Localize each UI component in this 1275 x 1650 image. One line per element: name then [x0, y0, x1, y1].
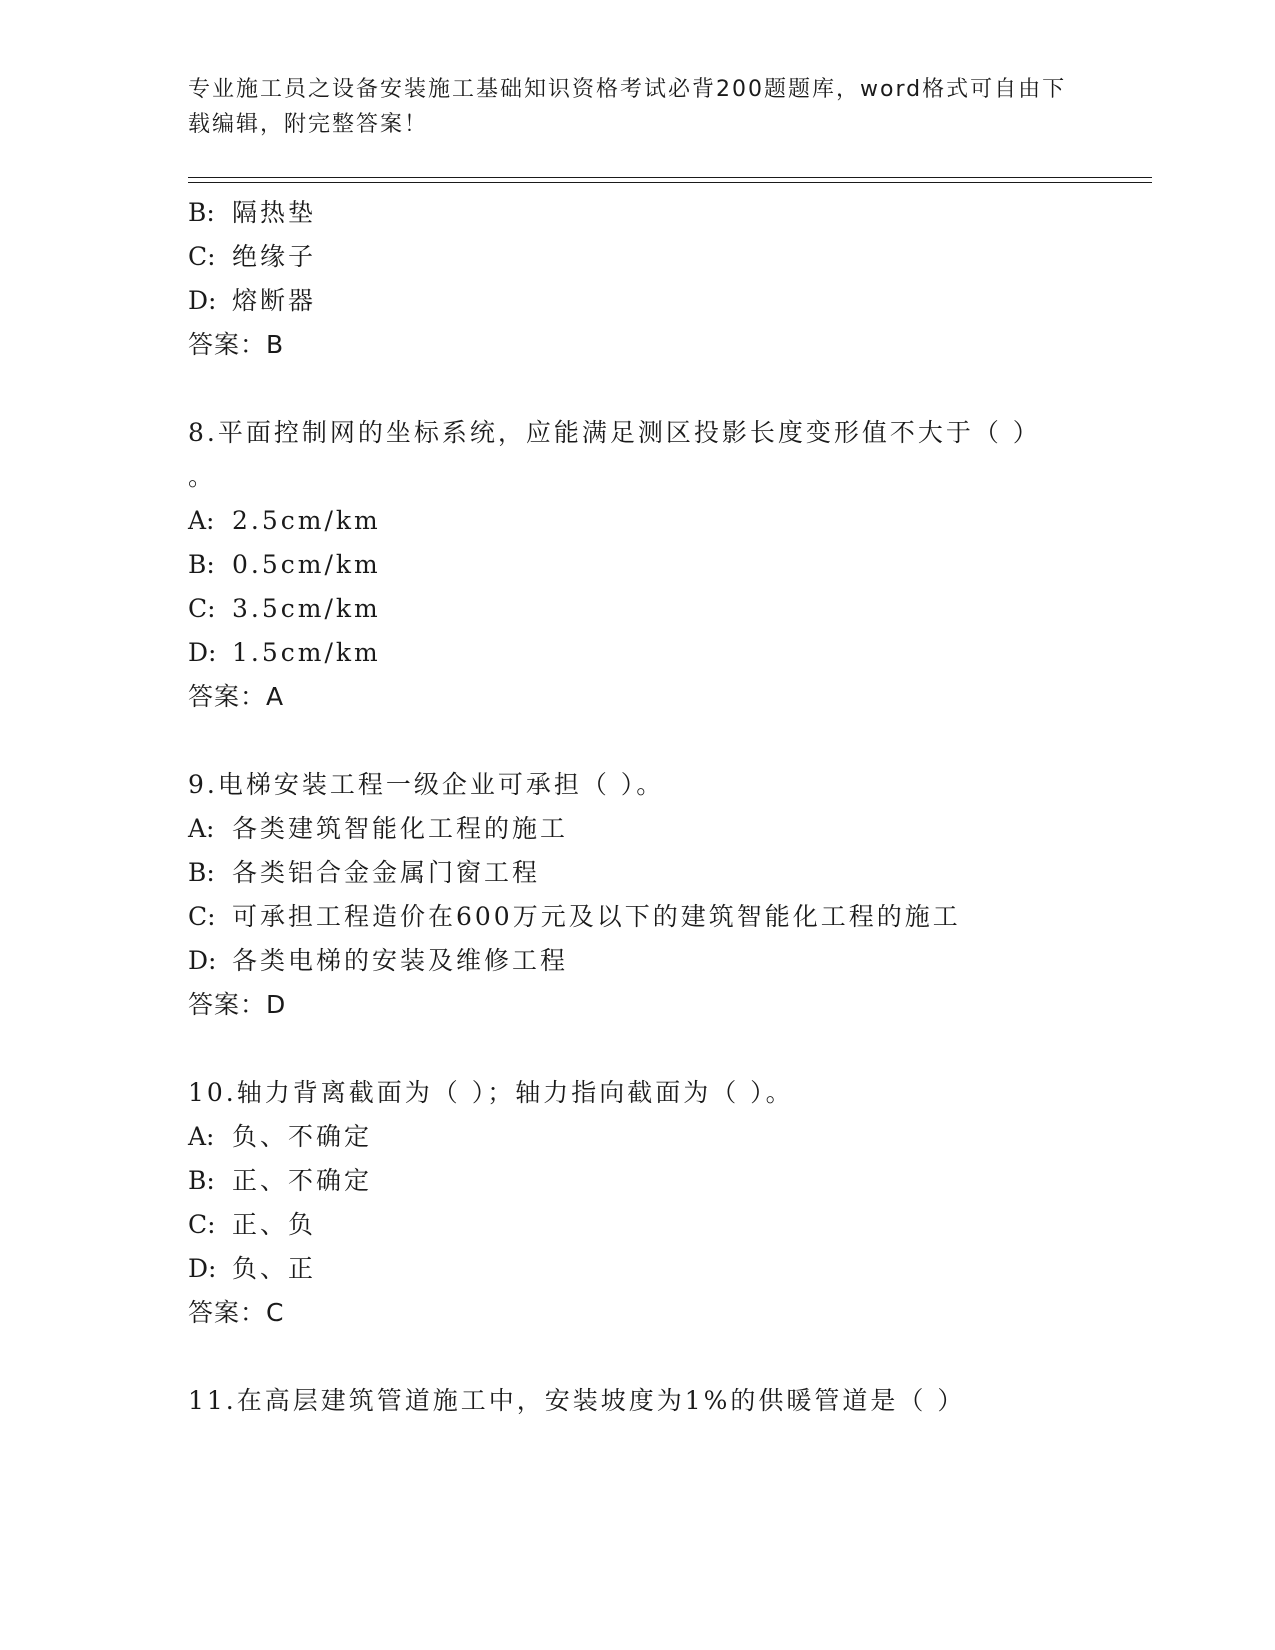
option-letter: B:: [188, 198, 215, 227]
question-stem: 8.平面控制网的坐标系统，应能满足测区投影长度变形值不大于（ ）: [188, 418, 1041, 447]
option-c: [188, 242, 316, 272]
option-a: [188, 814, 568, 844]
option-text: 负、正: [232, 1254, 317, 1283]
answer-line: 答案：C: [188, 1298, 285, 1327]
option-letter: B:: [188, 858, 215, 887]
option-letter: C:: [188, 594, 216, 623]
option-letter: B:: [188, 1166, 215, 1195]
answer-line: 答案：D: [188, 990, 287, 1019]
option-b: [188, 550, 381, 580]
option-text: 2.5cm/km: [232, 506, 381, 535]
option-letter: C:: [188, 1210, 216, 1239]
option-text: 各类铝合金金属门窗工程: [232, 858, 541, 887]
option-letter: D:: [188, 286, 217, 315]
option-c: [188, 1210, 316, 1240]
document-header: 专业施工员之设备安装施工基础知识资格考试必背200题题库，word格式可自由下载编辑，附完整答案！: [188, 77, 1067, 137]
question-stem-continuation: 。: [188, 462, 217, 491]
option-letter: A:: [188, 814, 215, 843]
option-c: [188, 902, 961, 932]
header-divider-bottom: [188, 182, 1152, 183]
option-text: 各类建筑智能化工程的施工: [232, 814, 569, 843]
option-d: [188, 286, 316, 316]
option-a: [188, 506, 381, 536]
header-divider-top: [188, 177, 1152, 178]
option-letter: C:: [188, 902, 216, 931]
option-text: 3.5cm/km: [232, 594, 381, 623]
option-text: 可承担工程造价在600万元及以下的建筑智能化工程的施工: [232, 902, 961, 931]
option-d: [188, 946, 568, 976]
option-d: [188, 1254, 316, 1284]
option-letter: C:: [188, 242, 216, 271]
option-letter: D:: [188, 946, 217, 975]
option-letter: A:: [188, 1122, 215, 1151]
option-b: [188, 198, 316, 228]
answer-line: 答案：B: [188, 330, 285, 359]
option-b: [188, 858, 540, 888]
option-text: 各类电梯的安装及维修工程: [232, 946, 569, 975]
option-letter: D:: [188, 638, 217, 667]
option-text: 熔断器: [232, 286, 317, 315]
option-text: 0.5cm/km: [232, 550, 381, 579]
option-c: [188, 594, 381, 624]
option-b: [188, 1166, 372, 1196]
option-text: 正、负: [232, 1210, 317, 1239]
option-a: [188, 1122, 372, 1152]
option-text: 正、不确定: [232, 1166, 373, 1195]
option-text: 隔热垫: [232, 198, 317, 227]
option-letter: B:: [188, 550, 215, 579]
option-text: 绝缘子: [232, 242, 317, 271]
question-stem: 11.在高层建筑管道施工中，安装坡度为1%的供暖管道是（ ）: [188, 1386, 966, 1415]
option-text: 负、不确定: [232, 1122, 373, 1151]
option-text: 1.5cm/km: [232, 638, 381, 667]
question-stem: 10.轴力背离截面为（ ）；轴力指向截面为（ ）。: [188, 1078, 794, 1107]
answer-line: 答案：A: [188, 682, 285, 711]
option-letter: D:: [188, 1254, 217, 1283]
option-d: [188, 638, 381, 668]
question-stem: 9.电梯安装工程一级企业可承担（ ）。: [188, 770, 665, 799]
option-letter: A:: [188, 506, 215, 535]
